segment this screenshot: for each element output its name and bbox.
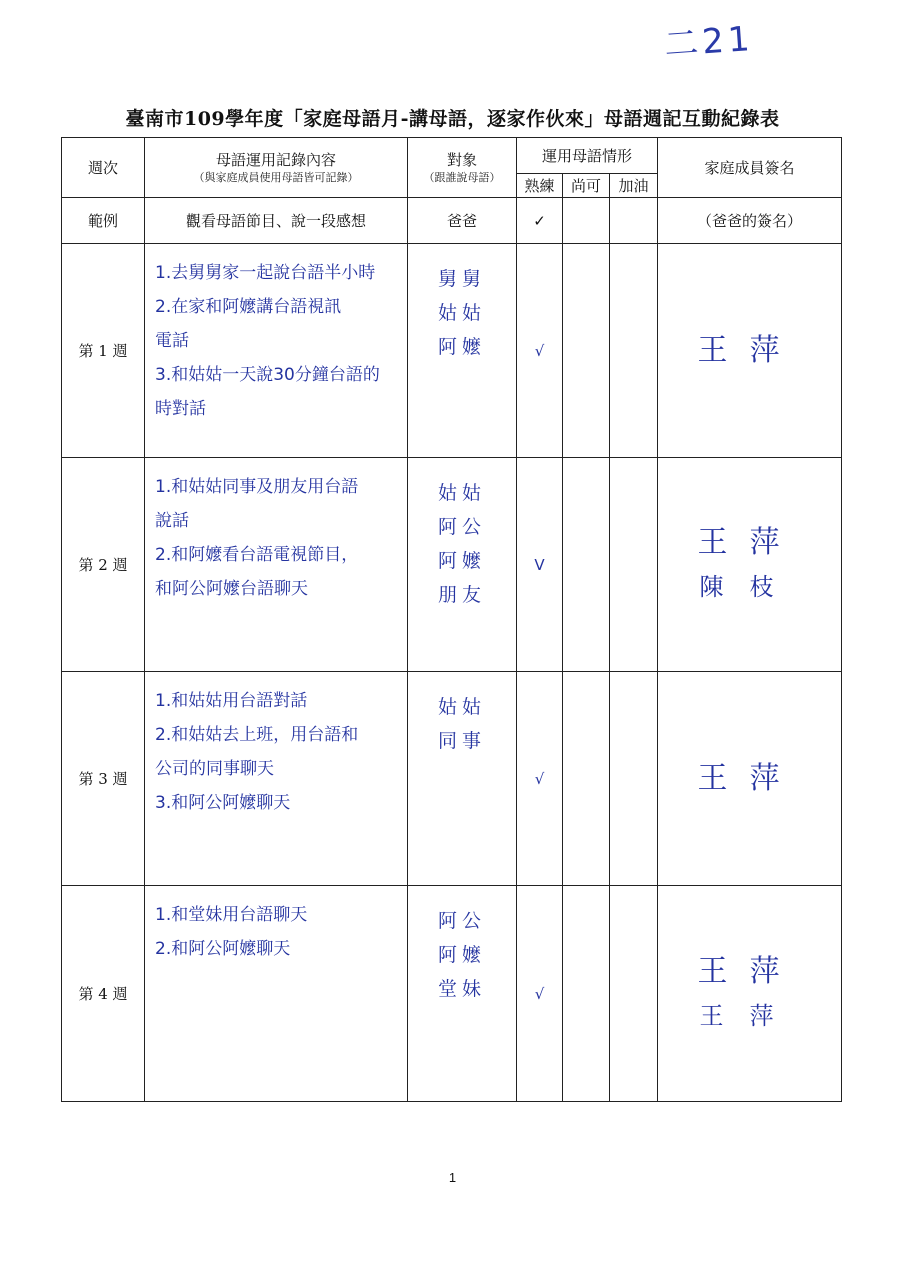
- handwritten-page-mark: 二21: [662, 18, 755, 66]
- handwritten-signature: 王萍: [697, 760, 802, 796]
- target-line: 阿公: [437, 516, 486, 538]
- week-label: 第 2 週: [62, 458, 145, 672]
- handwritten-signature: 王萍: [699, 1001, 800, 1030]
- week-content: [145, 458, 408, 672]
- signature-cell: [658, 672, 842, 886]
- example-target: 爸爸: [408, 198, 517, 244]
- week-rows: [62, 244, 842, 1102]
- week-targets: [408, 458, 517, 672]
- target-line: 朋友: [437, 584, 486, 606]
- signature-cell: [658, 886, 842, 1102]
- target-header: [408, 138, 517, 198]
- week-row: [62, 672, 842, 886]
- improve-header: 加油: [610, 174, 658, 198]
- form-title: 臺南市109學年度「家庭母語月-講母語，逐家作伙來」母語週記互動紀錄表: [125, 108, 780, 130]
- handwritten-signature: 王萍: [697, 332, 802, 368]
- page-number: 1: [448, 1170, 457, 1185]
- example-improve-cell: [610, 198, 658, 244]
- week-targets: [408, 672, 517, 886]
- target-line: 同事: [437, 730, 486, 752]
- ok-cell: [563, 458, 610, 672]
- target-line: 堂妹: [437, 978, 486, 1000]
- content-line: 公司的同事聊天: [155, 759, 274, 779]
- fluent-check: √: [517, 886, 563, 1102]
- example-check: ✓: [517, 198, 563, 244]
- signature-cell: [658, 458, 842, 672]
- content-line: 2.和阿公阿嬤聊天: [155, 939, 291, 959]
- content-line: 1.和姑姑同事及朋友用台語: [155, 477, 359, 497]
- week-row: [62, 458, 842, 672]
- target-header-sub: （跟誰說母語）: [423, 170, 501, 184]
- week-label: 第 1 週: [62, 244, 145, 458]
- content-line: 1.和姑姑用台語對話: [155, 691, 308, 711]
- example-row: [62, 198, 842, 244]
- week-label: 第 3 週: [62, 672, 145, 886]
- content-line: 2.和姑姑去上班，用台語和: [155, 725, 359, 745]
- target-line: 姑姑: [437, 696, 486, 718]
- example-content: 觀看母語節目、說一段感想: [145, 198, 408, 244]
- fluent-header: 熟練: [517, 174, 563, 198]
- target-line: 阿公: [437, 910, 486, 932]
- content-line: 3.和姑姑一天說30分鐘台語的: [155, 365, 380, 385]
- ok-header: 尚可: [563, 174, 610, 198]
- target-line: 阿嬤: [437, 944, 486, 966]
- fluent-check: √: [517, 244, 563, 458]
- improve-cell: [610, 244, 658, 458]
- improve-cell: [610, 886, 658, 1102]
- header-row-1: [62, 138, 842, 174]
- week-content: [145, 244, 408, 458]
- content-line: 電話: [155, 331, 189, 351]
- content-line: 2.和阿嬤看台語電視節目，: [155, 545, 359, 565]
- example-label: 範例: [62, 198, 145, 244]
- week-row: [62, 886, 842, 1102]
- target-line: 阿嬤: [437, 336, 486, 358]
- handwritten-signature: 王萍: [697, 524, 802, 560]
- content-line: 1.和堂妹用台語聊天: [155, 905, 308, 925]
- ok-cell: [563, 886, 610, 1102]
- week-targets: [408, 244, 517, 458]
- week-header: 週次: [62, 138, 145, 198]
- signature-cell: [658, 244, 842, 458]
- content-line: 3.和阿公阿嬤聊天: [155, 793, 291, 813]
- improve-cell: [610, 672, 658, 886]
- content-header-sub: （與家庭成員使用母語皆可記錄）: [193, 170, 359, 184]
- example-signature: （爸爸的簽名）: [658, 198, 842, 244]
- usage-header: 運用母語情形: [517, 138, 658, 174]
- ok-cell: [563, 672, 610, 886]
- content-line: 2.在家和阿嬤講台語視訊: [155, 297, 342, 317]
- fluent-check: √: [517, 672, 563, 886]
- target-line: 姑姑: [437, 482, 486, 504]
- content-header-main: 母語運用記錄內容: [215, 150, 336, 169]
- handwritten-signature: 陳枝: [699, 572, 800, 601]
- log-table: [61, 137, 842, 1102]
- content-line: 時對話: [155, 399, 206, 419]
- week-content: [145, 672, 408, 886]
- example-ok-cell: [563, 198, 610, 244]
- content-line: 1.去舅舅家一起說台語半小時: [155, 263, 376, 283]
- content-line: 說話: [155, 511, 189, 531]
- ok-cell: [563, 244, 610, 458]
- week-row: [62, 244, 842, 458]
- target-line: 姑姑: [437, 302, 486, 324]
- content-header: [145, 138, 408, 198]
- week-targets: [408, 886, 517, 1102]
- handwritten-signature: 王萍: [697, 953, 802, 989]
- improve-cell: [610, 458, 658, 672]
- signature-header: 家庭成員簽名: [658, 138, 842, 198]
- week-label: 第 4 週: [62, 886, 145, 1102]
- week-content: [145, 886, 408, 1102]
- target-line: 舅舅: [437, 268, 486, 290]
- target-line: 阿嬤: [437, 550, 486, 572]
- target-header-main: 對象: [446, 150, 477, 169]
- fluent-check: V: [517, 458, 563, 672]
- content-line: 和阿公阿嬤台語聊天: [155, 579, 308, 599]
